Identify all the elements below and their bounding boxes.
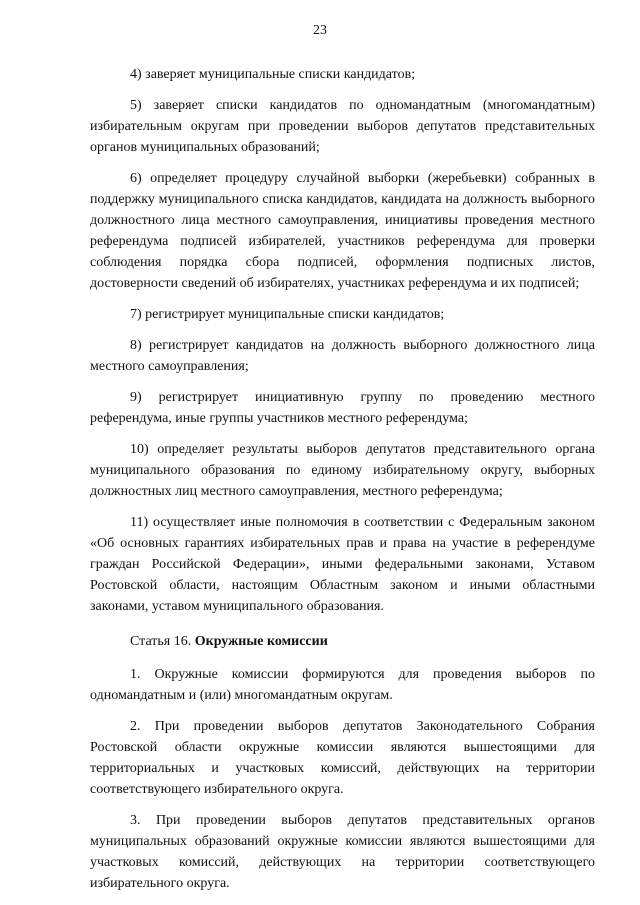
paragraph: 6) определяет процедуру случайной выборки (жеребьевки) собранных в поддержку муниципального списка кандидатов, кандидата на должность выборного должностного лица местного самоуправления, инициативы проведения местного референдума подписей избирателей, участников референдума для проверки соблюдения порядка сбора подписей, оформления подписных листов, достоверности сведений об избирателях, участниках референдума и их подписей;: [90, 171, 595, 291]
paragraph: 11) осуществляет иные полномочия в соответствии с Федеральным законом «Об основных гарантиях избирательных прав и права на участие в референдуме граждан Российской Федерации», иными федеральными законами, Уставом Ростовской области, настоящим Областным законом и иными областными законами, уставом муниципального образования.: [90, 515, 595, 614]
paragraph: 9) регистрирует инициативную группу по проведению местного референдума, иные группы участников местного референдума;: [90, 390, 595, 426]
article-heading: [90, 631, 595, 652]
paragraph: 1. Окружные комиссии формируются для проведения выборов по одномандатным и (или) многомандатным округам.: [90, 667, 595, 703]
page-number: 23: [313, 23, 327, 38]
article-title: Окружные комиссии: [194, 634, 328, 649]
document-body: [90, 64, 595, 904]
paragraph: 8) регистрирует кандидатов на должность выборного должностного лица местного самоуправления;: [90, 338, 595, 374]
paragraph: 10) определяет результаты выборов депутатов представительного органа муниципального образования по единому избирательному округу, выборных должностных лиц местного самоуправления, местного референдума;: [90, 442, 595, 499]
paragraph: 5) заверяет списки кандидатов по одномандатным (многомандатным) избирательным округам при проведении выборов депутатов представительных органов муниципальных образований;: [90, 98, 595, 155]
paragraph: 3. При проведении выборов депутатов представительных органов муниципальных образований окружные комиссии являются вышестоящими для участковых комиссий, действующих на территории соответствующего избирательного округа.: [90, 813, 595, 891]
article-prefix: Статья 16.: [130, 634, 195, 649]
paragraph: 2. При проведении выборов депутатов Законодательного Собрания Ростовской области окружные комиссии являются вышестоящими для территориальных и участковых комиссий, действующих на территории соответствующего избирательного округа.: [90, 719, 595, 797]
paragraph: 4) заверяет муниципальные списки кандидатов;: [130, 67, 416, 82]
paragraph: 7) регистрирует муниципальные списки кандидатов;: [130, 307, 445, 322]
